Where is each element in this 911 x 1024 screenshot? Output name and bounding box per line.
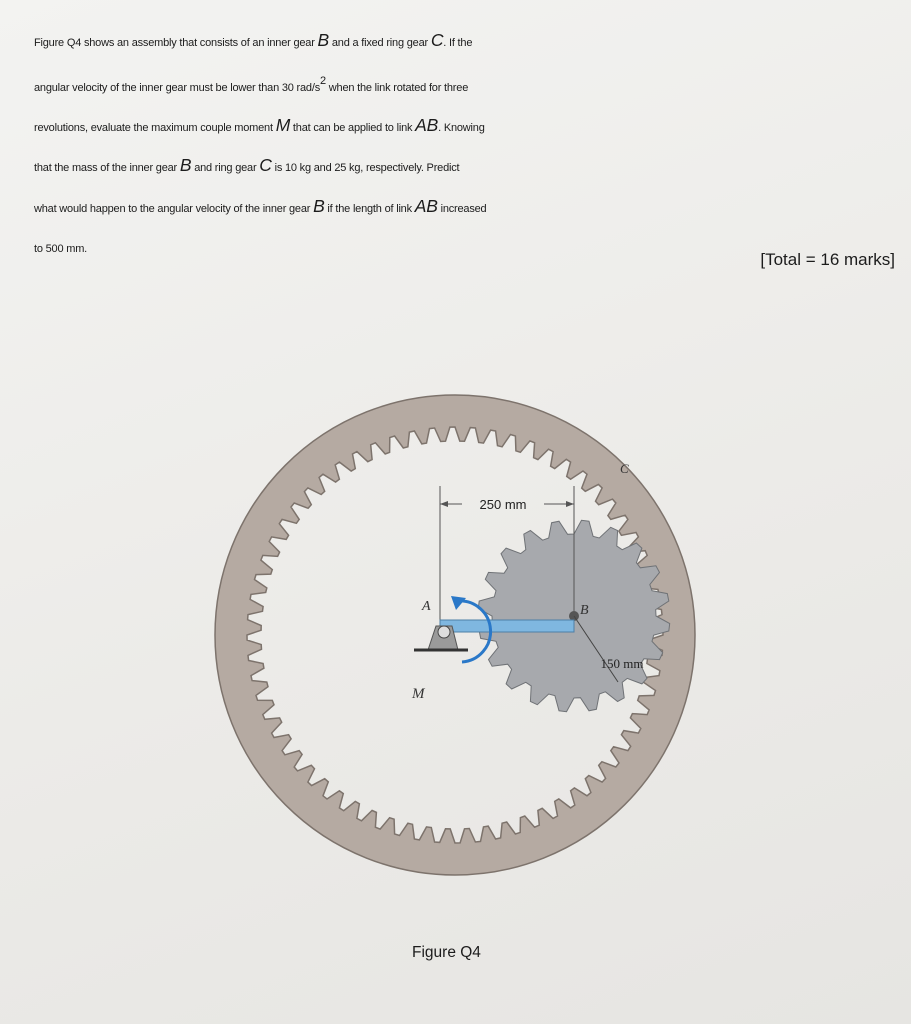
text-run: what would happen to the angular velocity of the inner gear (34, 202, 314, 215)
text-run: Figure Q4 shows an assembly that consists of an inner gear (34, 37, 318, 49)
question-line (34, 63, 896, 107)
italic-symbol: AB (414, 195, 438, 216)
figure-q4 (200, 370, 720, 890)
question-line (34, 188, 896, 229)
text-run: and a fixed ring gear (329, 37, 431, 49)
question-line (34, 22, 896, 63)
text-run: when the link rotated for three (325, 81, 469, 94)
label-a: A (422, 599, 431, 614)
dim-arrowhead-left (440, 501, 448, 507)
italic-symbol: B (313, 195, 325, 216)
moment-arrowhead (451, 596, 466, 610)
link-ab (440, 620, 574, 632)
pin-a (438, 626, 450, 638)
total-marks: [Total = 16 marks] (760, 250, 895, 269)
text-run: revolutions, evaluate the maximum couple moment (34, 121, 276, 134)
dim-150-label: 150 mm (600, 656, 644, 671)
text-run: that can be applied to link (290, 121, 416, 134)
dim-arrowhead-right (566, 501, 574, 507)
italic-symbol: B (179, 155, 192, 176)
italic-symbol: C (259, 155, 272, 176)
italic-symbol: C (430, 30, 444, 50)
italic-symbol: B (317, 30, 329, 50)
text-run: is 10 kg and 25 kg, respectively. Predict (271, 162, 460, 175)
text-run: . Knowing (438, 121, 485, 134)
italic-symbol: M (275, 114, 291, 135)
label-m: M (412, 686, 425, 702)
label-b: B (580, 603, 589, 618)
gear-assembly-diagram (200, 370, 720, 890)
text-run: and ring gear (191, 162, 260, 175)
text-run: to 500 mm. (34, 243, 88, 256)
question-line (34, 147, 896, 188)
italic-symbol: AB (415, 114, 439, 135)
label-c: C (620, 461, 629, 476)
text-run: if the length of link (324, 202, 415, 215)
text-run: angular velocity of the inner gear must be lower than 30 rad/s (34, 81, 320, 94)
question-line (34, 107, 896, 148)
dim-250-label: 250 mm (479, 497, 527, 512)
text-run: increased (437, 202, 487, 215)
question-text (34, 22, 896, 269)
figure-caption: Figure Q4 (412, 944, 481, 961)
text-run: . If the (443, 37, 473, 49)
text-run: that the mass of the inner gear (34, 162, 180, 175)
superscript: 2 (320, 74, 326, 87)
